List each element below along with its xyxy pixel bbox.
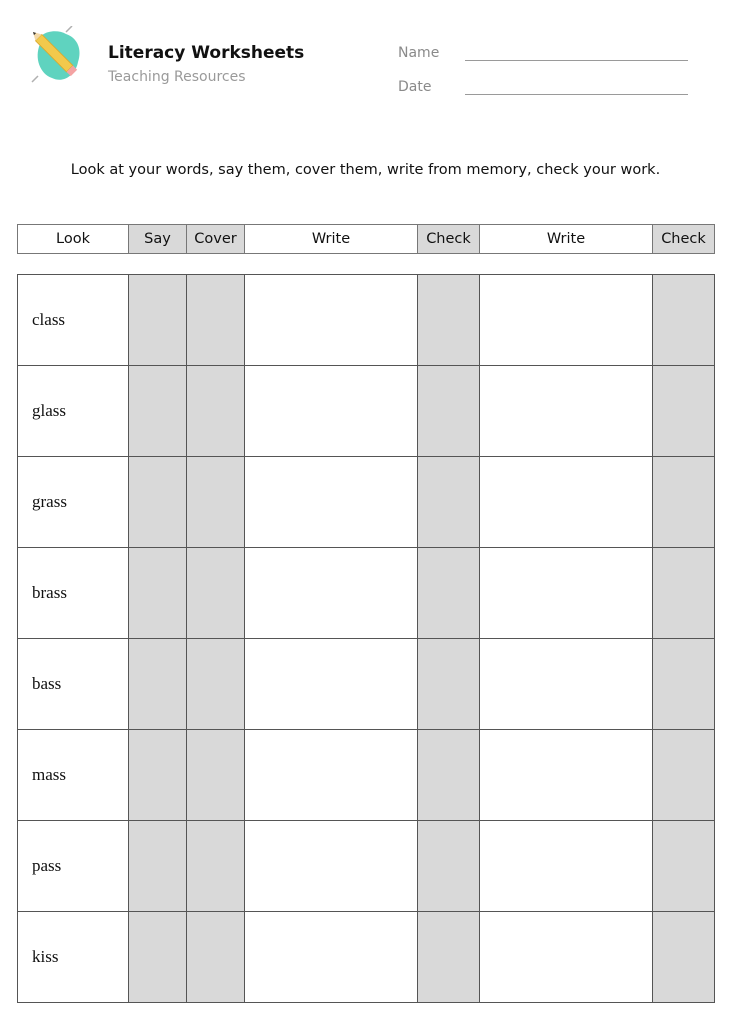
look-word: glass [18, 366, 129, 457]
name-field[interactable] [465, 60, 688, 61]
check-cell[interactable] [418, 548, 480, 639]
write-cell[interactable] [245, 912, 418, 1003]
word-row [18, 730, 715, 821]
check-cell[interactable] [653, 366, 715, 457]
look-word: mass [18, 730, 129, 821]
word-row [18, 639, 715, 730]
write-cell[interactable] [480, 639, 653, 730]
col-header-write: Write [245, 225, 418, 254]
header-row [18, 225, 715, 254]
check-cell[interactable] [418, 912, 480, 1003]
col-header-say: Say [129, 225, 187, 254]
write-cell[interactable] [245, 366, 418, 457]
check-cell[interactable] [653, 639, 715, 730]
check-cell[interactable] [653, 730, 715, 821]
say-cell[interactable] [129, 730, 187, 821]
check-cell[interactable] [653, 457, 715, 548]
word-row [18, 275, 715, 366]
word-grid [17, 274, 715, 1003]
write-cell[interactable] [245, 730, 418, 821]
check-cell[interactable] [418, 275, 480, 366]
check-cell[interactable] [653, 821, 715, 912]
write-cell[interactable] [480, 457, 653, 548]
say-cell[interactable] [129, 821, 187, 912]
brand-title: Literacy Worksheets [108, 43, 305, 63]
say-cell[interactable] [129, 639, 187, 730]
look-word: kiss [18, 912, 129, 1003]
name-label: Name [398, 45, 440, 61]
write-cell[interactable] [480, 821, 653, 912]
say-cell[interactable] [129, 912, 187, 1003]
check-cell[interactable] [418, 821, 480, 912]
say-cell[interactable] [129, 457, 187, 548]
say-cell[interactable] [129, 275, 187, 366]
check-cell[interactable] [418, 366, 480, 457]
col-header-write: Write [480, 225, 653, 254]
write-cell[interactable] [245, 457, 418, 548]
cover-cell[interactable] [187, 912, 245, 1003]
check-cell[interactable] [418, 639, 480, 730]
word-row [18, 548, 715, 639]
cover-cell[interactable] [187, 821, 245, 912]
look-word: brass [18, 548, 129, 639]
instructions: Look at your words, say them, cover them, write from memory, check your work. [70, 162, 661, 178]
write-cell[interactable] [480, 275, 653, 366]
word-row [18, 366, 715, 457]
date-label: Date [398, 79, 432, 95]
word-row [18, 457, 715, 548]
look-word: bass [18, 639, 129, 730]
col-header-look: Look [18, 225, 129, 254]
cover-cell[interactable] [187, 639, 245, 730]
look-word: class [18, 275, 129, 366]
cover-cell[interactable] [187, 730, 245, 821]
col-header-cover: Cover [187, 225, 245, 254]
cover-cell[interactable] [187, 548, 245, 639]
write-cell[interactable] [245, 275, 418, 366]
write-cell[interactable] [480, 366, 653, 457]
write-cell[interactable] [480, 548, 653, 639]
check-cell[interactable] [653, 275, 715, 366]
logo-icon [26, 26, 88, 86]
check-cell[interactable] [653, 912, 715, 1003]
word-row [18, 821, 715, 912]
check-cell[interactable] [418, 457, 480, 548]
cover-cell[interactable] [187, 457, 245, 548]
write-cell[interactable] [245, 639, 418, 730]
date-field[interactable] [465, 94, 688, 95]
write-cell[interactable] [480, 912, 653, 1003]
look-word: grass [18, 457, 129, 548]
brand-subtitle: Teaching Resources [108, 69, 246, 85]
look-word: pass [18, 821, 129, 912]
write-cell[interactable] [245, 821, 418, 912]
say-cell[interactable] [129, 366, 187, 457]
col-header-check: Check [653, 225, 715, 254]
write-cell[interactable] [480, 730, 653, 821]
write-cell[interactable] [245, 548, 418, 639]
cover-cell[interactable] [187, 366, 245, 457]
word-row [18, 912, 715, 1003]
check-cell[interactable] [653, 548, 715, 639]
say-cell[interactable] [129, 548, 187, 639]
column-header-table [17, 224, 715, 254]
cover-cell[interactable] [187, 275, 245, 366]
check-cell[interactable] [418, 730, 480, 821]
col-header-check: Check [418, 225, 480, 254]
